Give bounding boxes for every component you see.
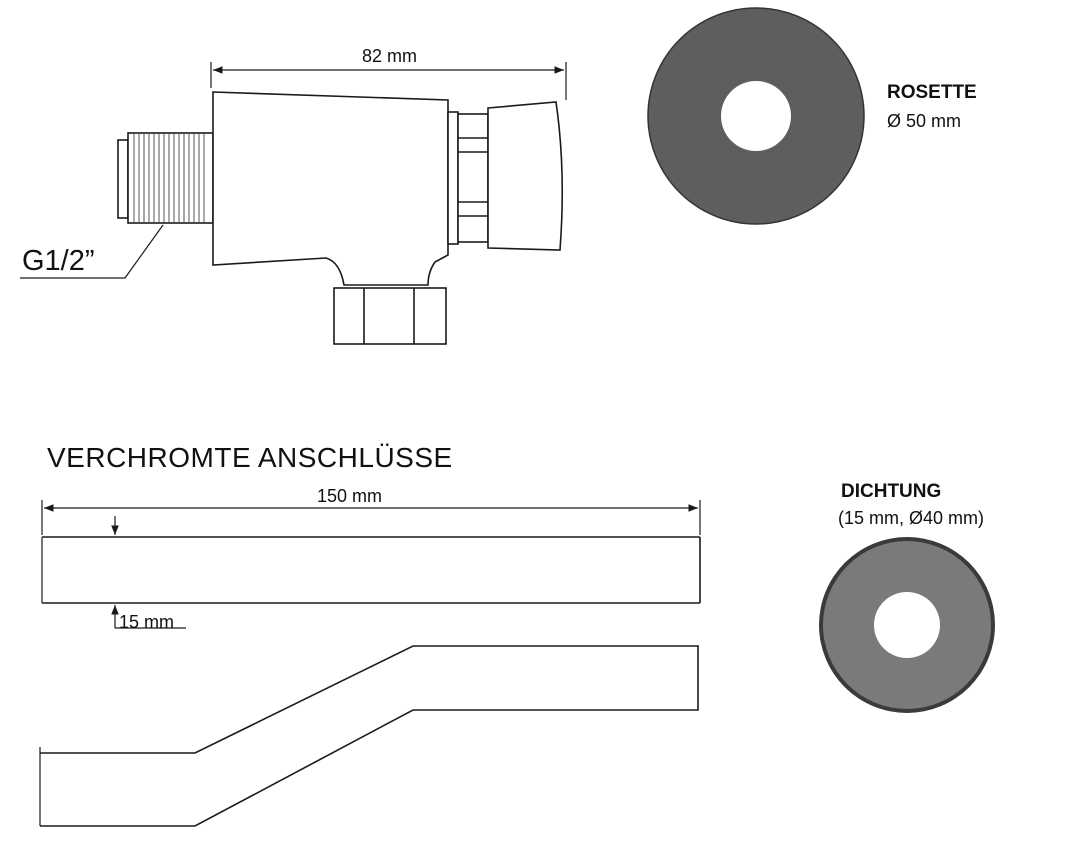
connections-title: VERCHROMTE ANSCHLÜSSE bbox=[47, 442, 453, 473]
seal-drawing bbox=[819, 537, 995, 713]
pipe-length-label: 150 mm bbox=[317, 486, 383, 506]
offset-pipe bbox=[40, 646, 698, 826]
seal-spec-label: (15 mm, Ø40 mm) bbox=[838, 508, 985, 528]
thread-size-label: G1/2” bbox=[22, 245, 95, 277]
valve-body bbox=[213, 92, 448, 285]
rosette-hole bbox=[721, 81, 791, 151]
rosette-drawing bbox=[648, 8, 864, 224]
pipe-diameter-label: 15 mm bbox=[119, 612, 175, 632]
rosette-title: ROSETTE bbox=[887, 82, 977, 103]
straight-pipe bbox=[42, 537, 700, 603]
valve-collar bbox=[448, 112, 488, 244]
outlet-nut bbox=[334, 288, 446, 344]
rosette-diameter-label: Ø 50 mm bbox=[887, 111, 962, 131]
push-button bbox=[488, 102, 562, 250]
seal-hole bbox=[874, 592, 940, 658]
seal-title: DICHTUNG bbox=[841, 481, 942, 502]
valve-length-label: 82 mm bbox=[362, 46, 418, 66]
flush-valve-drawing bbox=[118, 92, 562, 344]
thread-connector bbox=[118, 133, 213, 223]
